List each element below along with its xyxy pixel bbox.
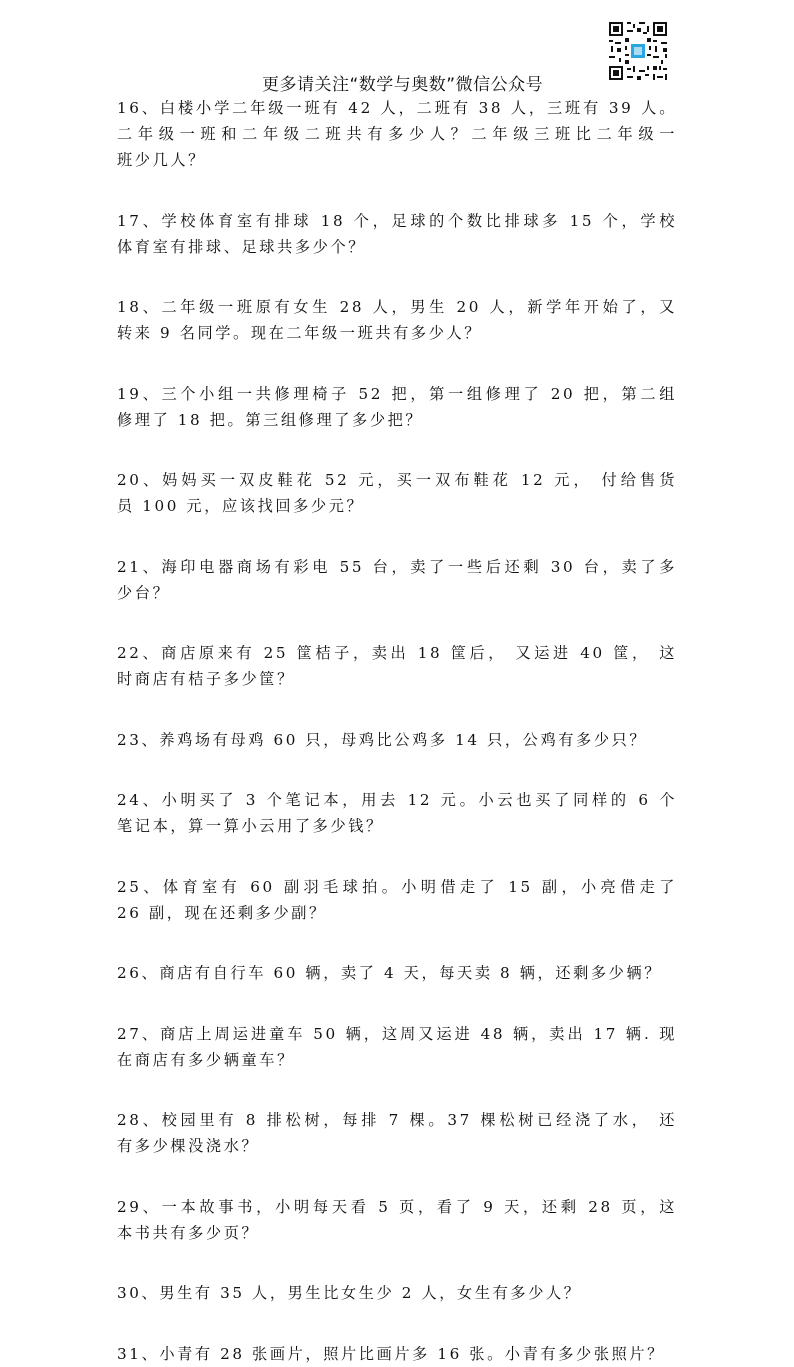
problem-line: 22、商店原来有 25 筐桔子，卖出 18 筐后， 又运进 40 筐， 这 — [117, 644, 677, 662]
problem-line: 20、妈妈买一双皮鞋花 52 元，买一双布鞋花 12 元， 付给售货 — [117, 471, 677, 489]
word-problem — [117, 960, 677, 986]
problem-line: 有多少棵没浇水？ — [117, 1137, 260, 1155]
problem-line: 27、商店上周运进童车 50 辆，这周又运进 48 辆，卖出 17 辆. 现 — [117, 1024, 677, 1043]
problem-line: 修理了 18 把。第三组修理了多少把？ — [117, 410, 424, 429]
word-problem — [117, 381, 677, 433]
problem-line: 16、白楼小学二年级一班有 42 人，二班有 38 人，三班有 39 人。 — [117, 99, 677, 117]
word-problem — [117, 208, 677, 260]
word-problem — [117, 1194, 677, 1246]
problem-line: 28、校园里有 8 排松树，每排 7 棵。37 棵松树已经浇了水， 还 — [117, 1111, 677, 1129]
problem-line: 23、养鸡场有母鸡 60 只，母鸡比公鸡多 14 只，公鸡有多少只？ — [117, 730, 648, 749]
word-problem — [117, 1280, 677, 1306]
problem-line: 转来 9 名同学。现在二年级一班共有多少人？ — [117, 324, 483, 342]
word-problem — [117, 727, 677, 753]
problem-line: 26 副，现在还剩多少副？ — [117, 903, 327, 922]
word-problem — [117, 640, 677, 692]
problem-line: 体育室有排球、足球共多少个？ — [117, 237, 367, 256]
qr-code-icon — [607, 20, 669, 82]
page-header: 更多请关注“数学与奥数”微信公众号 — [262, 75, 544, 95]
word-problem — [117, 467, 677, 519]
problem-line: 时商店有桔子多少筐？ — [117, 670, 295, 688]
problem-line: 二年级一班和二年级二班共有多少人？二年级三班比二年级一 — [117, 125, 677, 143]
word-problem — [117, 1341, 677, 1367]
problem-line: 笔记本，算一算小云用了多少钱？ — [117, 817, 384, 835]
word-problem — [117, 1107, 677, 1159]
problem-line: 30、男生有 35 人，男生比女生少 2 人，女生有多少人？ — [117, 1284, 582, 1302]
problem-line: 18、二年级一班原有女生 28 人，男生 20 人，新学年开始了，又 — [117, 298, 677, 316]
problem-line: 19、三个小组一共修理椅子 52 把，第一组修理了 20 把，第二组 — [117, 384, 677, 403]
problem-line: 24、小明买了 3 个笔记本，用去 12 元。小云也买了同样的 6 个 — [117, 791, 677, 809]
problem-line: 29、一本故事书，小明每天看 5 页，看了 9 天，还剩 28 页，这 — [117, 1197, 677, 1216]
word-problem — [117, 1021, 677, 1073]
problem-line: 员 100 元，应该找回多少元？ — [117, 497, 365, 515]
word-problem — [117, 294, 677, 346]
word-problem — [117, 874, 677, 926]
problem-line: 少台？ — [117, 583, 171, 602]
problem-line: 21、海印电器商场有彩电 55 台，卖了一些后还剩 30 台，卖了多 — [117, 557, 677, 576]
problem-line: 班少几人？ — [117, 151, 206, 169]
word-problem — [117, 95, 677, 173]
word-problem — [117, 787, 677, 839]
problem-line: 在商店有多少辆童车？ — [117, 1050, 295, 1069]
problem-line: 本书共有多少页？ — [117, 1223, 260, 1242]
word-problem — [117, 554, 677, 606]
problem-line: 26、商店有自行车 60 辆，卖了 4 天，每天卖 8 辆，还剩多少辆？ — [117, 964, 663, 982]
problem-line: 17、学校体育室有排球 18 个，足球的个数比排球多 15 个，学校 — [117, 211, 677, 230]
problem-line: 31、小青有 28 张画片，照片比画片多 16 张。小青有多少张照片？ — [117, 1344, 665, 1363]
problem-line: 25、体育室有 60 副羽毛球拍。小明借走了 15 副，小亮借走了 — [117, 877, 677, 896]
